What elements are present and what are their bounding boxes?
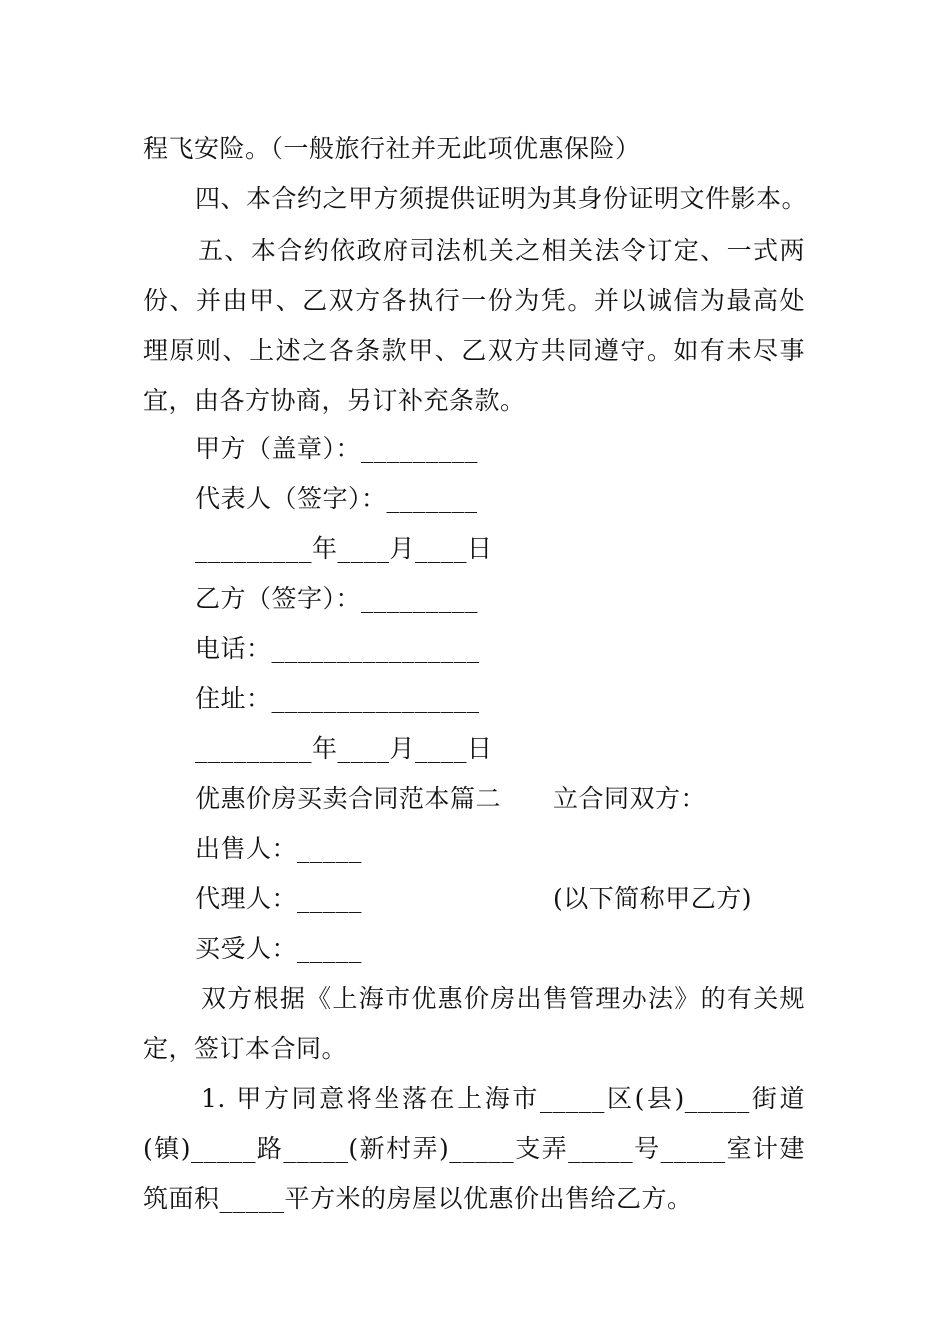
signature-representative: 代表人（签字）：_______ [195, 484, 478, 513]
abbreviation-note: (以下简称甲乙方) [553, 884, 753, 913]
signature-party-b: 乙方（签字）：_________ [195, 584, 479, 613]
agent-line: 代理人：_____ [195, 884, 363, 913]
text-line-insurance: 程飞安险。（一般旅行社并无此项优惠保险） [143, 134, 641, 163]
phone-line: 电话：________________ [195, 634, 480, 663]
paragraph-clause-5: 五、本合约依政府司法机关之相关法令订定、一式两份、并由甲、乙双方各执行一份为凭。并以诚信为最高处理原则、上述之各条款甲、乙双方共同遵守。如有未尽事宜，由各方协商，另订补充条款。 [143, 236, 805, 415]
date-line-1: _________年____月____日 [195, 534, 493, 563]
paragraph-clause-1: 1. 甲方同意将坐落在上海市_____区(县)_____街道(镇)_____路_____(新村弄)_____支弄_____号_____室计建筑面积_____平方米的房屋以优惠价出售给乙方。 [143, 1084, 805, 1213]
date-line-2: _________年____月____日 [195, 734, 493, 763]
signature-party-a: 甲方（盖章）：_________ [195, 434, 479, 463]
paragraph-basis: 双方根据《上海市优惠价房出售管理办法》的有关规定，签订本合同。 [143, 984, 805, 1063]
buyer-line: 买受人：_____ [195, 934, 363, 963]
contract-parties-label: 立合同双方： [553, 784, 707, 813]
text-line-clause-4: 四、本合约之甲方须提供证明为其身份证明文件影本。 [195, 184, 808, 213]
address-line: 住址：________________ [195, 684, 480, 713]
section-title-2: 优惠价房买卖合同范本篇二 [195, 784, 502, 813]
seller-line: 出售人：_____ [195, 834, 363, 863]
